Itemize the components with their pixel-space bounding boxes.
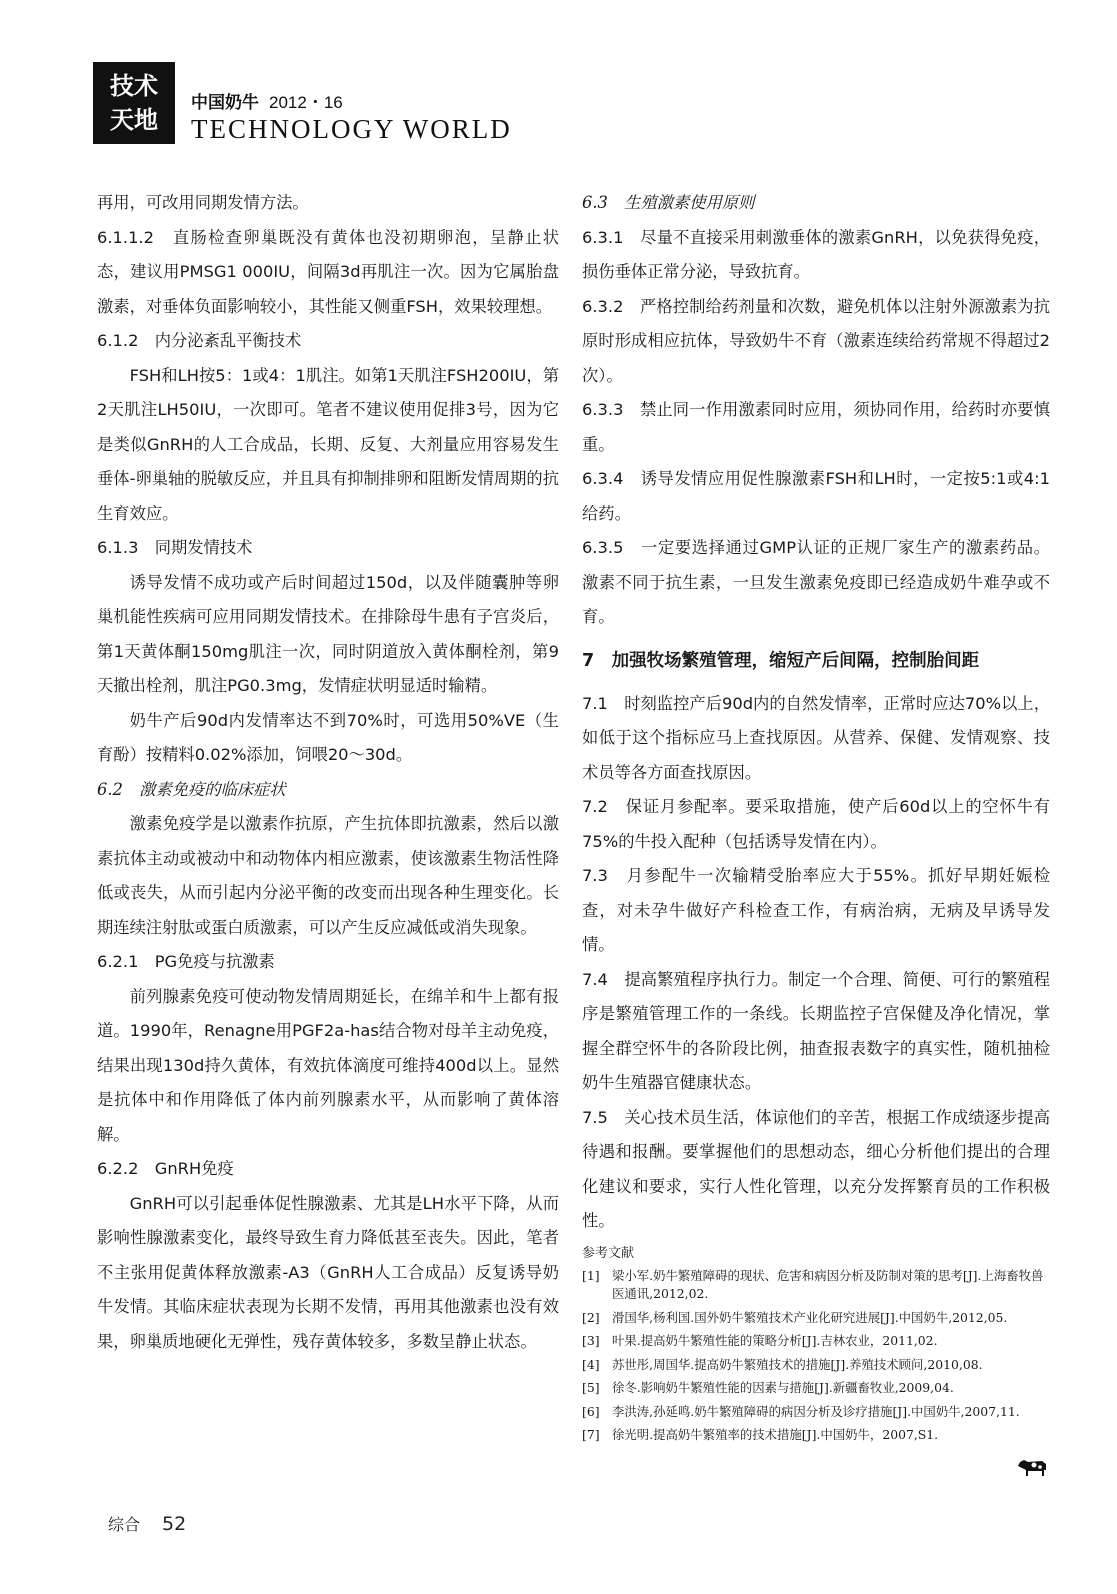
reference-number: [6] (582, 1403, 600, 1419)
paragraph: FSH和LH按5：1或4：1肌注。如第1天肌注FSH200IU，第2天肌注LH50IU，一次即可。笔者不建议使用促排3号，因为它是类似GnRH的人工合成品，长期、反复、大剂量应用容易发生垂体-卵巢轴的脱敏反应，并且具有抑制排卵和阻断发情周期的抗生育效应。 (97, 365, 559, 523)
page-header (93, 62, 693, 147)
paragraph: 6.2.2 GnRH免疫 (97, 1159, 234, 1178)
paragraph: 前列腺素免疫可使动物发情周期延长，在绵羊和牛上都有报道。1990年，Renagne用PGF2a-has结合物对母羊主动免疫，结果出现130d持久黄体，有效抗体滴度可维持400d以上。显然是抗体中和作用降低了体内前列腺素水平，从而影响了黄体溶解。 (97, 986, 559, 1144)
reference-text: 梁小军.奶牛繁殖障碍的现状、危害和病因分析及防制对策的思考[J].上海畜牧兽医通讯,2012,02. (612, 1267, 1044, 1301)
paragraph: 7.3 月参配牛一次输精受胎率应大于55%。抓好早期妊娠检查，对未孕牛做好产科检查工作，有病治病，无病及早诱导发情。 (582, 866, 1050, 954)
reference-item (582, 1332, 1050, 1351)
reference-item (582, 1309, 1050, 1328)
paragraph: 6.2.1 PG免疫与抗激素 (97, 952, 275, 971)
references-title: 参考文献 (582, 1245, 635, 1261)
reference-item (582, 1379, 1050, 1398)
reference-number: [1] (582, 1267, 600, 1283)
paragraph: 6.3.1 尽量不直接采用刺激垂体的激素GnRH，以免获得免疫，损伤垂体正常分泌，导致抗育。 (582, 227, 1050, 281)
column-name: TECHNOLOGY WORLD (191, 114, 512, 144)
magazine-title: 中国奶牛 (191, 93, 259, 113)
section-heading: 7 加强牧场繁殖管理，缩短产后间隔，控制胎间距 (582, 650, 980, 671)
reference-item (582, 1426, 1050, 1445)
left-column (97, 186, 559, 1359)
right-column-body (582, 186, 1050, 1239)
reference-number: [5] (582, 1380, 600, 1395)
paragraph: 7.5 关心技术员生活，体谅他们的辛苦，根据工作成绩逐步提高待遇和报酬。要掌握他们的思想动态，细心分析他们提出的合理化建议和要求，实行人性化管理，以充分发挥繁育员的工作积极性。 (582, 1107, 1050, 1230)
section-badge (93, 62, 175, 144)
reference-list (582, 1267, 1050, 1445)
paragraph: 激素免疫学是以激素作抗原，产生抗体即抗激素，然后以激素抗体主动或被动中和动物体内相应激素，使该激素生物活性降低或丧失，从而引起内分泌平衡的改变而出现各种生理变化。长期连续注射肽或蛋白质激素，可以产生反应减低或消失现象。 (97, 814, 559, 937)
paragraph: 诱导发情不成功或产后时间超过150d，以及伴随囊肿等卵巢机能性疾病可应用同期发情技术。在排除母牛患有子宫炎后，第1天黄体酮150mg肌注一次，同时阴道放入黄体酮栓剂，第9天撤出栓剂，肌注PG0.3mg，发情症状明显适时输精。 (97, 572, 559, 695)
page-footer (108, 1512, 186, 1535)
reference-text: 滑国华,杨利国.国外奶牛繁殖技术产业化研究进展[J].中国奶牛,2012,05. (612, 1309, 1008, 1325)
badge-line-2: 天地 (110, 106, 158, 134)
reference-text: 李洪涛,孙延鸣.奶牛繁殖障碍的病因分析及诊疗措施[J].中国奶牛,2007,11. (612, 1403, 1020, 1419)
reference-text: 徐冬.影响奶牛繁殖性能的因素与措施[J].新疆畜牧业,2009,04. (612, 1380, 954, 1395)
paragraph: 7.4 提高繁殖程序执行力。制定一个合理、简便、可行的繁殖程序是繁殖管理工作的一条线。长期监控子宫保健及净化情况，掌握全群空怀牛的各阶段比例，抽查报表数字的真实性，随机抽检奶牛生殖器官健康状态。 (582, 969, 1050, 1092)
cow-icon (1016, 1456, 1050, 1478)
paragraph: 6.3.3 禁止同一作用激素同时应用，须协同作用，给药时亦要慎重。 (582, 400, 1050, 454)
reference-number: [4] (582, 1356, 600, 1372)
right-column (582, 186, 1050, 1450)
paragraph: 6.1.3 同期发情技术 (97, 538, 253, 557)
footer-section: 综合 (108, 1515, 141, 1534)
paragraph: 6.3.4 诱导发情应用促性腺激素FSH和LH时，一定按5:1或4:1给药。 (582, 469, 1050, 523)
references (582, 1241, 1050, 1445)
paragraph: 7.1 时刻监控产后90d内的自然发情率，正常时应达70%以上，如低于这个指标应马上查找原因。从营养、保健、发情观察、技术员等各方面查找原因。 (582, 693, 1050, 782)
reference-item (582, 1403, 1050, 1422)
paragraph: 6.3.5 一定要选择通过GMP认证的正规厂家生产的激素药品。激素不同于抗生素，一旦发生激素免疫即已经造成奶牛难孕或不育。 (582, 538, 1050, 626)
paragraph: 6.1.2 内分泌紊乱平衡技术 (97, 331, 302, 350)
reference-item (582, 1267, 1050, 1304)
paragraph: 奶牛产后90d内发情率达不到70%时，可选用50%VE（生育酚）按精料0.02%添加，饲喂20～30d。 (97, 710, 559, 764)
page-number: 52 (162, 1513, 187, 1535)
issue-number: 2012・16 (269, 93, 343, 112)
reference-number: [2] (582, 1309, 600, 1325)
section-heading: 6.2 激素免疫的临床症状 (97, 779, 286, 799)
paragraph: GnRH可以引起垂体促性腺激素、尤其是LH水平下降，从而影响性腺激素变化，最终导致生育力降低甚至丧失。因此，笔者不主张用促黄体释放激素-A3（GnRH人工合成品）反复诱导奶牛发情。其临床症状表现为长期不发情，再用其他激素也没有效果，卵巢质地硬化无弹性，残存黄体较多，多数呈静止状态。 (97, 1193, 559, 1351)
reference-text: 叶果.提高奶牛繁殖性能的策略分析[J].吉林农业，2011,02. (612, 1333, 938, 1348)
reference-number: [7] (582, 1427, 600, 1442)
paragraph: 6.3.2 严格控制给药剂量和次数，避免机体以注射外源激素为抗原时形成相应抗体，导致奶牛不育（激素连续给药常规不得超过2次）。 (582, 296, 1050, 385)
paragraph: 再用，可改用同期发情方法。 (97, 193, 309, 212)
reference-text: 徐光明.提高奶牛繁殖率的技术措施[J].中国奶牛，2007,S1. (612, 1427, 939, 1442)
section-heading: 6.3 生殖激素使用原则 (582, 193, 755, 212)
paragraph: 7.2 保证月参配率。要采取措施，使产后60d以上的空怀牛有75%的牛投入配种（包括诱导发情在内）。 (582, 797, 1050, 851)
reference-item (582, 1356, 1050, 1375)
paragraph: 6.1.1.2 直肠检查卵巢既没有黄体也没初期卵泡，呈静止状态，建议用PMSG1 000IU，间隔3d再肌注一次。因为它属胎盘激素，对垂体负面影响较小，其性能又侧重FSH，效果较理想。 (97, 227, 559, 316)
badge-line-1: 技术 (110, 72, 158, 100)
reference-number: [3] (582, 1333, 600, 1348)
reference-text: 苏世彤,周国华.提高奶牛繁殖技术的措施[J].养殖技术顾问,2010,08. (612, 1356, 983, 1372)
